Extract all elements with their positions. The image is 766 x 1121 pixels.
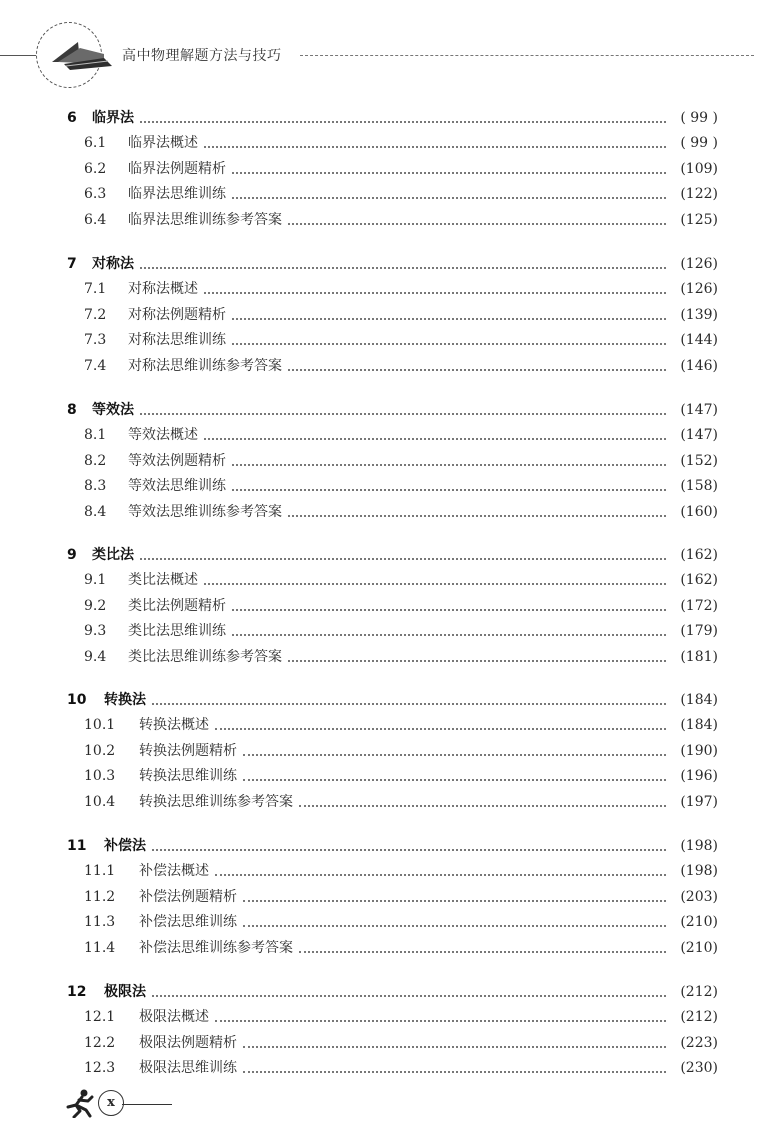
dot-leader (299, 951, 666, 953)
chapter-number: 6 (67, 110, 77, 126)
section-number: 11.4 (84, 939, 116, 956)
section-title: 补偿法思维训练参考答案 (139, 939, 293, 956)
page-reference: (152) (680, 452, 718, 469)
dot-leader (204, 583, 666, 585)
chapter-title: 极限法 (104, 984, 146, 1000)
section-number: 12.1 (84, 1009, 116, 1026)
section-number: 11.2 (84, 888, 116, 905)
section-title: 补偿法思维训练 (139, 914, 237, 931)
page-reference: (160) (680, 503, 718, 520)
section-title: 类比法概述 (128, 572, 198, 589)
toc-chapter-row[interactable] (0, 690, 766, 710)
footer-rule (122, 1104, 172, 1105)
toc-section-row[interactable] (0, 184, 766, 204)
toc-chapter-row[interactable] (0, 400, 766, 420)
page-reference: (162) (680, 572, 718, 589)
toc-section-row[interactable] (0, 596, 766, 616)
toc-section-row[interactable] (0, 356, 766, 376)
section-number: 12.2 (84, 1034, 116, 1051)
page-footer (62, 1088, 182, 1118)
dot-leader (288, 369, 666, 371)
dot-leader (288, 660, 666, 662)
section-title: 补偿法概述 (139, 863, 209, 880)
toc-section-row[interactable] (0, 210, 766, 230)
toc-section-row[interactable] (0, 502, 766, 522)
page-reference: (147) (680, 402, 718, 418)
dot-leader (140, 558, 666, 560)
page-reference: (184) (680, 717, 718, 734)
section-title: 等效法思维训练参考答案 (128, 503, 282, 520)
section-title: 转换法思维训练 (139, 768, 237, 785)
section-number: 9.1 (84, 572, 107, 589)
section-number: 7.4 (84, 357, 107, 374)
section-title: 极限法例题精析 (139, 1034, 237, 1051)
page-reference: (198) (680, 838, 718, 854)
toc-section-row[interactable] (0, 887, 766, 907)
page-reference: (212) (680, 1009, 718, 1026)
open-book-icon (44, 28, 114, 72)
section-number: 8.4 (84, 503, 107, 520)
page-reference: (125) (680, 211, 718, 228)
dot-leader (232, 197, 666, 199)
dot-leader (288, 223, 666, 225)
header-rule-left (0, 55, 40, 56)
toc-chapter-row[interactable] (0, 545, 766, 565)
section-title: 类比法思维训练参考答案 (128, 648, 282, 665)
section-title: 临界法思维训练 (128, 186, 226, 203)
toc-section-row[interactable] (0, 861, 766, 881)
page-reference: (147) (680, 427, 718, 444)
dot-leader (243, 925, 666, 927)
dot-leader (204, 292, 666, 294)
toc-chapter-row[interactable] (0, 982, 766, 1002)
section-number: 9.2 (84, 597, 107, 614)
dot-leader (243, 754, 666, 756)
toc-section-row[interactable] (0, 1033, 766, 1053)
page-reference: (162) (680, 547, 718, 563)
toc-section-row[interactable] (0, 792, 766, 812)
page-reference: (184) (680, 692, 718, 708)
section-number: 10.3 (84, 768, 116, 785)
section-number: 7.3 (84, 332, 107, 349)
section-title: 等效法例题精析 (128, 452, 226, 469)
toc-section-row[interactable] (0, 133, 766, 153)
section-number: 9.3 (84, 623, 107, 640)
toc-section-row[interactable] (0, 912, 766, 932)
toc-section-row[interactable] (0, 159, 766, 179)
page-reference: ( 99 ) (680, 110, 718, 126)
dot-leader (140, 413, 666, 415)
section-title: 转换法例题精析 (139, 742, 237, 759)
dot-leader (232, 318, 666, 320)
page-reference: (230) (680, 1060, 718, 1077)
section-title: 转换法概述 (139, 717, 209, 734)
chapter-title: 类比法 (92, 547, 134, 563)
header-book-title: 高中物理解题方法与技巧 (122, 48, 282, 64)
page-reference: ( 99 ) (680, 135, 718, 152)
chapter-title: 临界法 (92, 110, 134, 126)
section-title: 对称法思维训练 (128, 332, 226, 349)
page-reference: (122) (680, 186, 718, 203)
section-number: 8.2 (84, 452, 107, 469)
running-header (0, 0, 766, 90)
page-reference: (196) (680, 768, 718, 785)
section-title: 临界法概述 (128, 135, 198, 152)
section-number: 6.3 (84, 186, 107, 203)
section-number: 9.4 (84, 648, 107, 665)
dot-leader (299, 805, 666, 807)
page-reference: (126) (680, 256, 718, 272)
dot-leader (232, 464, 666, 466)
chapter-number: 7 (67, 256, 77, 272)
chapter-number: 12 (67, 984, 87, 1000)
toc-section-row[interactable] (0, 330, 766, 350)
section-number: 6.2 (84, 160, 107, 177)
toc-section-row[interactable] (0, 425, 766, 445)
dot-leader (152, 849, 666, 851)
chapter-title: 转换法 (104, 692, 146, 708)
section-number: 6.4 (84, 211, 107, 228)
dot-leader (243, 1071, 666, 1073)
page-reference: (198) (680, 863, 718, 880)
toc-section-row[interactable] (0, 766, 766, 786)
dot-leader (204, 438, 666, 440)
page-reference: (179) (680, 623, 718, 640)
page-reference: (139) (680, 306, 718, 323)
page-reference: (144) (680, 332, 718, 349)
chapter-title: 对称法 (92, 256, 134, 272)
page-reference: (223) (680, 1034, 718, 1051)
section-number: 7.1 (84, 281, 107, 298)
dot-leader (243, 1046, 666, 1048)
page-reference: (203) (680, 888, 718, 905)
page-number: x (98, 1090, 124, 1116)
section-number: 7.2 (84, 306, 107, 323)
section-number: 10.4 (84, 793, 116, 810)
chapter-number: 9 (67, 547, 77, 563)
dot-leader (215, 874, 666, 876)
dot-leader (215, 728, 666, 730)
section-number: 12.3 (84, 1060, 116, 1077)
toc-section-row[interactable] (0, 279, 766, 299)
section-title: 等效法概述 (128, 427, 198, 444)
dot-leader (232, 489, 666, 491)
dot-leader (140, 121, 666, 123)
section-title: 极限法概述 (139, 1009, 209, 1026)
dot-leader (232, 343, 666, 345)
chapter-number: 8 (67, 402, 77, 418)
section-title: 类比法例题精析 (128, 597, 226, 614)
page-reference: (172) (680, 597, 718, 614)
page-reference: (210) (680, 914, 718, 931)
toc-chapter-row[interactable] (0, 836, 766, 856)
dot-leader (288, 515, 666, 517)
dot-leader (152, 703, 666, 705)
section-number: 11.3 (84, 914, 116, 931)
dot-leader (140, 267, 666, 269)
chapter-title: 等效法 (92, 402, 134, 418)
toc-section-row[interactable] (0, 715, 766, 735)
section-number: 8.3 (84, 478, 107, 495)
page-reference: (109) (680, 160, 718, 177)
toc-section-row[interactable] (0, 476, 766, 496)
page-reference: (197) (680, 793, 718, 810)
dot-leader (232, 634, 666, 636)
toc-section-row[interactable] (0, 451, 766, 471)
chapter-number: 10 (67, 692, 87, 708)
dot-leader (243, 779, 666, 781)
toc-section-row[interactable] (0, 741, 766, 761)
section-number: 10.1 (84, 717, 116, 734)
dot-leader (204, 146, 666, 148)
section-title: 对称法例题精析 (128, 306, 226, 323)
page-reference: (210) (680, 939, 718, 956)
page-reference: (158) (680, 478, 718, 495)
toc-section-row[interactable] (0, 570, 766, 590)
section-number: 11.1 (84, 863, 116, 880)
page-reference: (126) (680, 281, 718, 298)
toc-section-row[interactable] (0, 1007, 766, 1027)
section-number: 8.1 (84, 427, 107, 444)
toc-chapter-row[interactable] (0, 108, 766, 128)
section-title: 补偿法例题精析 (139, 888, 237, 905)
section-number: 6.1 (84, 135, 107, 152)
running-figure-icon (62, 1088, 98, 1118)
section-number: 10.2 (84, 742, 116, 759)
page-reference: (146) (680, 357, 718, 374)
section-title: 临界法例题精析 (128, 160, 226, 177)
header-rule-right (300, 55, 754, 56)
section-title: 临界法思维训练参考答案 (128, 211, 282, 228)
dot-leader (243, 900, 666, 902)
dot-leader (215, 1020, 666, 1022)
toc-section-row[interactable] (0, 938, 766, 958)
toc-section-row[interactable] (0, 1058, 766, 1078)
section-title: 极限法思维训练 (139, 1060, 237, 1077)
section-title: 等效法思维训练 (128, 478, 226, 495)
dot-leader (232, 609, 666, 611)
section-title: 类比法思维训练 (128, 623, 226, 640)
dot-leader (232, 172, 666, 174)
toc-section-row[interactable] (0, 647, 766, 667)
page-reference: (181) (680, 648, 718, 665)
chapter-title: 补偿法 (104, 838, 146, 854)
dot-leader (152, 995, 666, 997)
section-title: 转换法思维训练参考答案 (139, 793, 293, 810)
toc-chapter-row[interactable] (0, 254, 766, 274)
section-title: 对称法思维训练参考答案 (128, 357, 282, 374)
page-reference: (212) (680, 984, 718, 1000)
page-reference: (190) (680, 742, 718, 759)
section-title: 对称法概述 (128, 281, 198, 298)
chapter-number: 11 (67, 838, 87, 854)
toc-section-row[interactable] (0, 621, 766, 641)
toc-section-row[interactable] (0, 305, 766, 325)
